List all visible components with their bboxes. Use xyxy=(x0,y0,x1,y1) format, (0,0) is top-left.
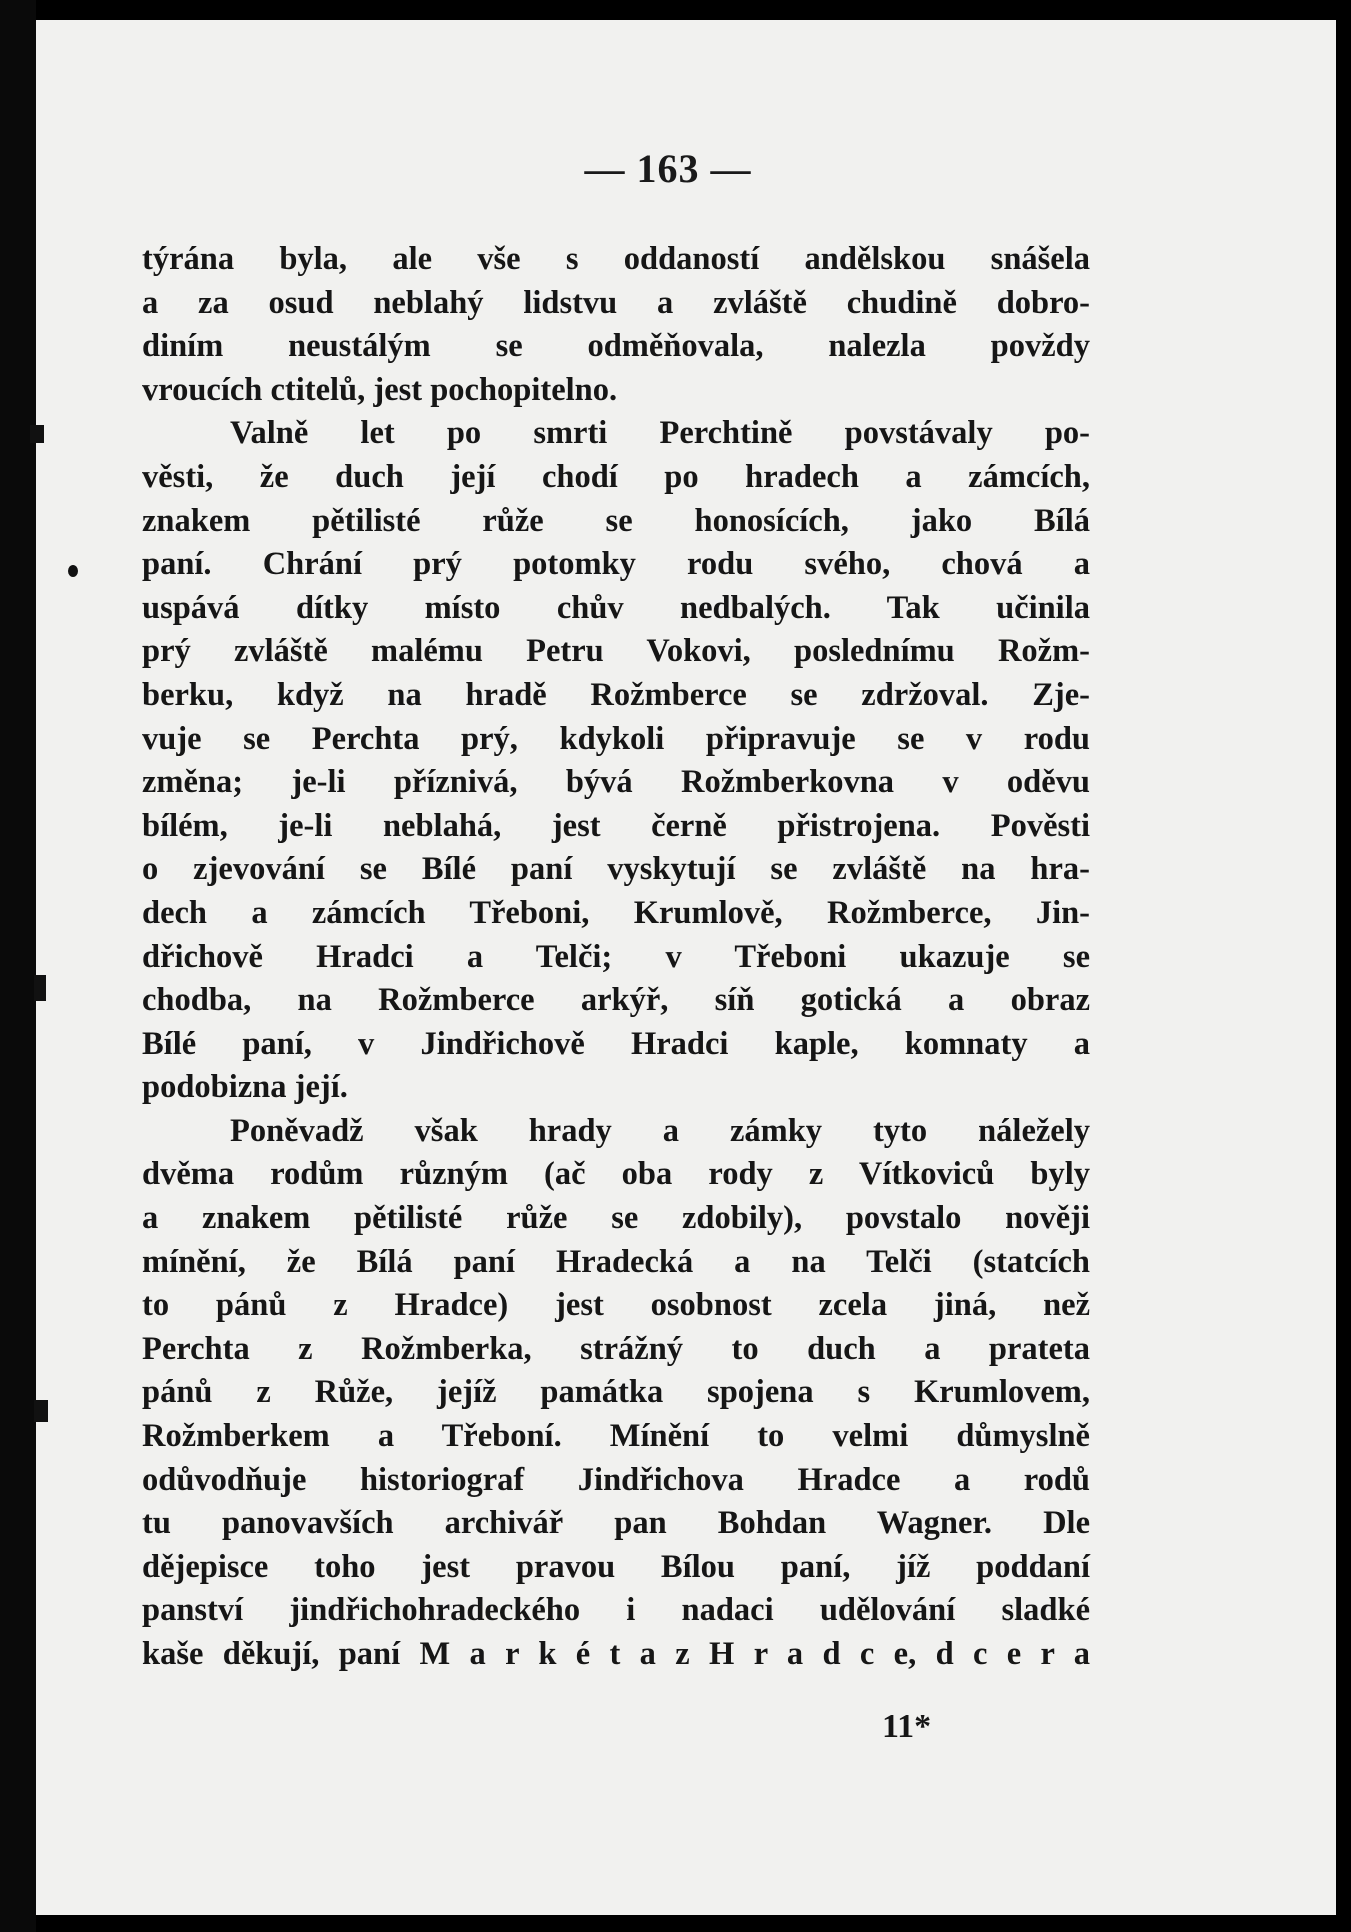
text-line: vuje se Perchta prý, kdykoli připravuje se v rodu xyxy=(142,720,1090,757)
margin-mark xyxy=(34,1400,48,1422)
margin-mark xyxy=(68,565,78,577)
text-line: panství jindřichohradeckého i nadaci udělování sladké xyxy=(142,1592,1090,1629)
text-line: bílém, je-li neblahá, jest černě přistrojena. Pověsti xyxy=(142,807,1090,844)
text-line: dřichově Hradci a Telči; v Třeboni ukazuje se xyxy=(142,938,1090,975)
text-line: změna; je-li příznivá, bývá Rožmberkovna v oděvu xyxy=(142,764,1090,801)
text-line: to pánů z Hradce) jest osobnost zcela jiná, než xyxy=(142,1287,1090,1324)
text-line: a znakem pětilisté růže se zdobily), povstalo nověji xyxy=(142,1200,1090,1237)
page-number-header: — 163 — xyxy=(584,146,752,191)
text-line: pánů z Růže, jejíž památka spojena s Krumlovem, xyxy=(142,1374,1090,1411)
text-line: paní. Chrání prý potomky rodu svého, chová a xyxy=(142,546,1090,583)
text-line: Perchta z Rožmberka, strážný to duch a prateta xyxy=(142,1330,1090,1367)
margin-mark xyxy=(30,425,44,443)
text-line: znakem pětilisté růže se honosících, jako Bílá xyxy=(142,502,1090,539)
text-line: mínění, že Bílá paní Hradecká a na Telči (statcích xyxy=(142,1243,1090,1280)
text-line: Poněvadž však hrady a zámky tyto náležely xyxy=(230,1112,1090,1149)
text-line: vroucích ctitelů, jest pochopitelno. xyxy=(142,371,618,408)
text-line: a za osud neblahý lidstvu a zvláště chudině dobro- xyxy=(142,284,1090,321)
body-text xyxy=(142,238,1090,1677)
text-line: dech a zámcích Třeboni, Krumlově, Rožmberce, Jin- xyxy=(142,894,1090,931)
scan-left-border xyxy=(0,0,36,1932)
text-line: podobizna její. xyxy=(142,1069,348,1106)
text-line: tu panovavších archivář pan Bohdan Wagner. Dle xyxy=(142,1505,1090,1542)
text-line: dějepisce toho jest pravou Bílou paní, jíž poddaní xyxy=(142,1548,1090,1585)
text-line: chodba, na Rožmberce arkýř, síň gotická a obraz xyxy=(142,982,1090,1019)
text-line: týrána byla, ale vše s oddaností andělskou snášela xyxy=(142,241,1090,277)
text-line: prý zvláště malému Petru Vokovi, poslednímu Rožm- xyxy=(142,633,1090,670)
text-line: uspává dítky místo chův nedbalých. Tak učinila xyxy=(142,589,1090,626)
text-line: odůvodňuje historiograf Jindřichova Hradce a rodů xyxy=(142,1461,1090,1498)
margin-mark xyxy=(34,975,46,1001)
text-line: berku, když na hradě Rožmberce se zdržoval. Zje- xyxy=(142,676,1090,713)
text-line: kaše děkují, paní M a r k é t a z H r a d c e, d c e r a xyxy=(142,1636,1090,1672)
text-line: Valně let po smrti Perchtině povstávaly po- xyxy=(230,415,1090,452)
text-line: Bílé paní, v Jindřichově Hradci kaple, komnaty a xyxy=(142,1025,1090,1062)
signature-mark: 11* xyxy=(882,1708,932,1745)
text-line: o zjevování se Bílé paní vyskytují se zvláště na hra- xyxy=(142,851,1090,888)
text-line: dvěma rodům různým (ač oba rody z Vítkoviců byly xyxy=(142,1156,1090,1193)
text-line: Rožmberkem a Třeboní. Mínění to velmi důmyslně xyxy=(142,1418,1090,1455)
text-line: věsti, že duch její chodí po hradech a zámcích, xyxy=(142,458,1090,495)
text-line: diním neustálým se odměňovala, nalezla povždy xyxy=(142,328,1090,365)
